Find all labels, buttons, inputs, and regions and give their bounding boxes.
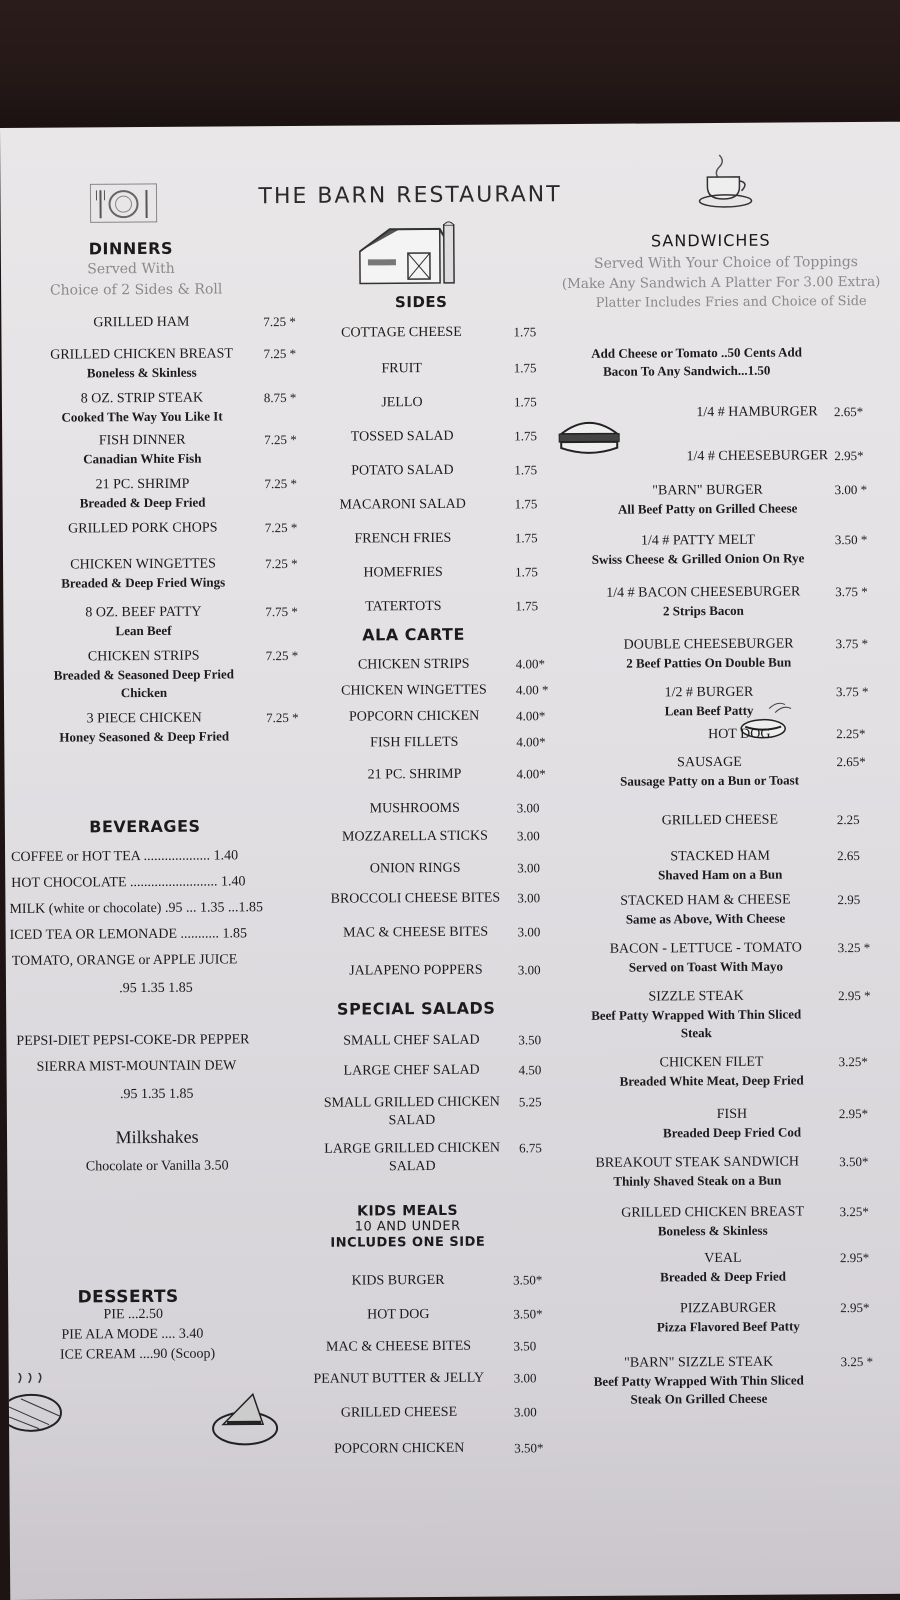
salad-item-name: SMALL GRILLED CHICKEN bbox=[323, 1094, 500, 1111]
sandwich-item-name: BREAKOUT STEAK SANDWICH bbox=[595, 1154, 800, 1171]
side-item-price: 1.75 bbox=[514, 530, 538, 546]
sandwich-item-price: 2.95* bbox=[838, 1105, 869, 1122]
sandwich-item-name: BACON - LETTUCE - TOMATO bbox=[609, 940, 802, 957]
beverage-line: SIERRA MIST-MOUNTAIN DEW bbox=[36, 1058, 237, 1075]
side-item-price: 1.75 bbox=[514, 462, 538, 478]
salad-item-name: LARGE GRILLED CHICKEN bbox=[324, 1140, 501, 1157]
sandwiches-subtitle-2: (Make Any Sandwich A Platter For 3.00 Extra) bbox=[561, 273, 881, 293]
beverage-line: ICED TEA OR LEMONADE ........... 1.85 bbox=[9, 926, 248, 943]
dinner-item-name: 8 OZ. BEEF PATTY bbox=[85, 604, 202, 621]
kids-item-price: 3.50* bbox=[514, 1440, 544, 1456]
dinner-item-price: 7.75 * bbox=[265, 603, 298, 620]
alacarte-item-price: 3.00 bbox=[517, 962, 541, 978]
kids-item-name: KIDS BURGER bbox=[351, 1272, 445, 1289]
coffee-cup-icon bbox=[695, 151, 755, 209]
sandwich-item-note: Beef Patty Wrapped With Thin Sliced bbox=[593, 1372, 804, 1389]
sandwich-item-price: 3.25 * bbox=[837, 939, 871, 956]
sandwich-item-name: "BARN" SIZZLE STEAK bbox=[624, 1354, 774, 1371]
side-item-name: COTTAGE CHEESE bbox=[341, 324, 462, 341]
beverages-heading: BEVERAGES bbox=[89, 816, 201, 837]
dinner-item-price: 7.25 * bbox=[264, 555, 298, 572]
dinners-subtitle-2: Choice of 2 Sides & Roll bbox=[49, 281, 223, 299]
kids-item-price: 3.50* bbox=[513, 1272, 543, 1288]
alacarte-heading: ALA CARTE bbox=[362, 624, 465, 645]
barn-icon bbox=[356, 221, 460, 286]
sandwich-item-price: 3.00 * bbox=[834, 481, 868, 498]
alacarte-item-name: CHICKEN STRIPS bbox=[357, 656, 470, 673]
alacarte-item-price: 4.00* bbox=[515, 656, 546, 672]
sandwich-item-name: GRILLED CHICKEN BREAST bbox=[621, 1204, 805, 1221]
sandwich-item-price: 3.50 * bbox=[834, 531, 868, 548]
sandwich-item-name: STACKED HAM bbox=[670, 848, 770, 865]
kids-item-name: MAC & CHEESE BITES bbox=[325, 1338, 472, 1355]
alacarte-item-name: MOZZARELLA STICKS bbox=[341, 828, 488, 845]
dinner-item-note: Honey Seasoned & Deep Fried bbox=[59, 728, 230, 745]
side-item-name: MACARONI SALAD bbox=[339, 496, 466, 513]
sandwich-item-name: CHICKEN FILET bbox=[659, 1054, 764, 1071]
sandwich-item-price: 2.95 * bbox=[838, 987, 871, 1004]
salad-item-price: 3.50 bbox=[518, 1032, 542, 1048]
sandwich-item-note: Lean Beef Patty bbox=[664, 702, 754, 719]
dinner-item-price: 7.25 * bbox=[266, 709, 299, 726]
sandwich-item-price: 3.75 * bbox=[835, 683, 869, 700]
sandwich-item-note: Shaved Ham on a Bun bbox=[658, 866, 783, 883]
dinner-item-note: Breaded & Seasoned Deep Fried bbox=[53, 666, 235, 683]
kids-item-name: GRILLED CHEESE bbox=[340, 1404, 458, 1421]
salad-item-price: 5.25 bbox=[518, 1094, 542, 1110]
place-setting-icon bbox=[88, 182, 158, 224]
dinner-item-note: Breaded & Deep Fried Wings bbox=[61, 574, 226, 591]
beverage-line: HOT CHOCOLATE ......................... 1.40 bbox=[11, 874, 246, 891]
sandwich-item-name: 1/4 # CHEESEBURGER bbox=[686, 448, 829, 465]
sandwich-item-price: 2.65* bbox=[833, 403, 864, 420]
sandwich-item-note: Beef Patty Wrapped With Thin Sliced bbox=[591, 1006, 802, 1023]
sandwich-item-name: PIZZABURGER bbox=[679, 1300, 777, 1317]
alacarte-item-price: 4.00* bbox=[516, 708, 546, 724]
dinner-item-note: Cooked The Way You Like It bbox=[61, 408, 223, 425]
dinner-item-price: 7.25 * bbox=[264, 475, 298, 492]
sandwich-item-price: 3.25* bbox=[839, 1203, 869, 1220]
sandwich-item-note: Sausage Patty on a Bun or Toast bbox=[620, 772, 800, 789]
addon-line-1: Add Cheese or Tomato ..50 Cents Add bbox=[591, 344, 802, 361]
kids-item-price: 3.00 bbox=[513, 1370, 537, 1386]
dessert-line: ICE CREAM ....90 (Scoop) bbox=[59, 1346, 216, 1363]
milkshakes-heading: Milkshakes bbox=[115, 1126, 199, 1148]
sandwich-item-price: 2.95* bbox=[839, 1249, 870, 1266]
dessert-line: PIE ALA MODE .... 3.40 bbox=[61, 1326, 204, 1343]
alacarte-item-name: MUSHROOMS bbox=[369, 800, 460, 817]
sandwich-item-price: 2.95* bbox=[840, 1299, 870, 1316]
sandwich-item-name: DOUBLE CHEESEBURGER bbox=[623, 636, 794, 653]
dinner-item-name: GRILLED HAM bbox=[93, 314, 190, 331]
sandwich-item-note: Breaded & Deep Fried bbox=[660, 1268, 786, 1285]
kids-item-price: 3.50 bbox=[513, 1338, 537, 1354]
hamburger-icon bbox=[557, 416, 621, 460]
dinner-item-note: Lean Beef bbox=[115, 622, 172, 639]
sandwich-item-name: HOT DOG bbox=[708, 726, 771, 743]
sandwich-item-note: Swiss Cheese & Grilled Onion On Rye bbox=[591, 550, 805, 567]
dinner-item-name: 8 OZ. STRIP STEAK bbox=[80, 390, 204, 407]
sandwich-item-note: All Beef Patty on Grilled Cheese bbox=[617, 500, 798, 517]
sandwich-item-name: 1/4 # PATTY MELT bbox=[640, 532, 755, 549]
sandwich-item-note: Steak bbox=[680, 1025, 712, 1041]
kids-item-price: 3.50* bbox=[513, 1306, 543, 1322]
sandwich-item-name: VEAL bbox=[704, 1250, 742, 1267]
salad-item-price: 4.50 bbox=[518, 1062, 542, 1078]
beverage-line: .95 1.35 1.85 bbox=[119, 1086, 194, 1103]
dinner-item-name: GRILLED CHICKEN BREAST bbox=[50, 346, 234, 363]
side-item-price: 1.75 bbox=[515, 564, 538, 580]
beverage-line: TOMATO, ORANGE or APPLE JUICE bbox=[11, 952, 238, 969]
sandwich-item-note: Served on Toast With Mayo bbox=[628, 958, 783, 975]
dinner-item-price: 8.75 * bbox=[263, 389, 297, 406]
dinner-item-note: Breaded & Deep Fried bbox=[79, 494, 206, 511]
sandwich-item-price: 2.95* bbox=[834, 447, 864, 464]
sandwich-item-note: Breaded Deep Fried Cod bbox=[662, 1124, 802, 1141]
side-item-price: 1.75 bbox=[513, 324, 537, 340]
sandwich-item-name: STACKED HAM & CHEESE bbox=[620, 892, 791, 909]
alacarte-item-price: 3.00 bbox=[517, 890, 541, 906]
side-item-name: TATERTOTS bbox=[365, 598, 442, 615]
dinner-item-name: GRILLED PORK CHOPS bbox=[68, 520, 218, 537]
sandwich-item-price: 2.25 bbox=[836, 812, 860, 828]
sides-heading: SIDES bbox=[394, 292, 448, 312]
dinner-item-note: Chicken bbox=[120, 684, 168, 701]
milkshakes-line: Chocolate or Vanilla 3.50 bbox=[85, 1158, 229, 1175]
sandwich-item-price: 3.75 * bbox=[835, 635, 869, 652]
sandwich-item-note: Thinly Shaved Steak on a Bun bbox=[613, 1172, 782, 1189]
sandwich-item-name: FISH bbox=[716, 1106, 748, 1123]
side-item-name: JELLO bbox=[381, 395, 423, 411]
sandwich-item-name: 1/4 # BACON CHEESEBURGER bbox=[606, 584, 801, 601]
alacarte-item-name: JALAPENO POPPERS bbox=[349, 962, 483, 979]
beverage-line: COFFEE or HOT TEA ................... 1.40 bbox=[11, 848, 239, 865]
kids-item-name: HOT DOG bbox=[367, 1307, 430, 1323]
sandwich-item-note: Same as Above, With Cheese bbox=[625, 910, 786, 927]
sandwiches-subtitle-3: Platter Includes Fries and Choice of Side bbox=[595, 293, 867, 311]
desserts-heading: DESSERTS bbox=[77, 1286, 179, 1308]
alacarte-item-name: MAC & CHEESE BITES bbox=[343, 924, 489, 941]
sandwich-item-price: 2.95 bbox=[837, 892, 861, 908]
sandwich-item-price: 2.65 bbox=[837, 848, 860, 864]
sandwich-item-price: 3.25 * bbox=[840, 1353, 874, 1370]
dinner-item-name: 21 PC. SHRIMP bbox=[95, 476, 190, 493]
kids-subtitle-2: INCLUDES ONE SIDE bbox=[330, 1234, 486, 1251]
beverage-line: MILK (white or chocolate) .95 ... 1.35 ...1.85 bbox=[9, 900, 264, 917]
alacarte-item-name: FISH FILLETS bbox=[370, 734, 459, 751]
addon-line-2: Bacon To Any Sandwich...1.50 bbox=[603, 362, 771, 379]
dinner-item-price: 7.25 * bbox=[263, 345, 297, 362]
alacarte-item-name: ONION RINGS bbox=[369, 860, 461, 877]
salad-item-price: 6.75 bbox=[519, 1140, 542, 1156]
beverage-line: .95 1.35 1.85 bbox=[119, 980, 193, 997]
dinner-item-note: Boneless & Skinless bbox=[86, 364, 197, 381]
alacarte-item-price: 4.00* bbox=[516, 734, 546, 750]
alacarte-item-price: 3.00 bbox=[517, 924, 541, 940]
side-item-price: 1.75 bbox=[514, 428, 537, 444]
sandwich-item-name: "BARN" BURGER bbox=[652, 482, 763, 499]
salad-item-name: LARGE CHEF SALAD bbox=[343, 1062, 480, 1079]
side-item-name: HOMEFRIES bbox=[363, 564, 443, 581]
alacarte-item-name: CHICKEN WINGETTES bbox=[341, 682, 487, 699]
side-item-price: 1.75 bbox=[513, 360, 537, 376]
special-salads-heading: SPECIAL SALADS bbox=[336, 998, 496, 1019]
sandwich-item-name: 1/2 # BURGER bbox=[664, 684, 754, 701]
salad-item-name: SALAD bbox=[388, 1112, 436, 1129]
dinner-item-price: 7.25 * bbox=[265, 647, 299, 664]
side-item-price: 1.75 bbox=[515, 598, 539, 614]
sandwich-item-note: Breaded White Meat, Deep Fried bbox=[619, 1072, 804, 1089]
alacarte-item-price: 4.00 * bbox=[515, 682, 549, 698]
alacarte-item-name: BROCCOLI CHEESE BITES bbox=[330, 890, 501, 907]
kids-item-name: PEANUT BUTTER & JELLY bbox=[313, 1370, 485, 1387]
alacarte-item-price: 3.00 bbox=[517, 860, 540, 876]
alacarte-item-price: 3.00 bbox=[516, 828, 540, 844]
sandwiches-subtitle-1: Served With Your Choice of Toppings bbox=[593, 254, 859, 272]
sandwich-item-name: GRILLED CHEESE bbox=[661, 812, 779, 829]
alacarte-item-name: POPCORN CHICKEN bbox=[348, 708, 480, 725]
dinner-item-price: 7.25 * bbox=[264, 519, 298, 536]
dinner-item-name: FISH DINNER bbox=[98, 432, 186, 449]
dinner-item-note: Canadian White Fish bbox=[83, 450, 202, 467]
menu-page bbox=[0, 122, 900, 1600]
side-item-name: FRENCH FRIES bbox=[354, 530, 452, 547]
salad-item-name: SMALL CHEF SALAD bbox=[343, 1032, 480, 1049]
sandwich-item-note: Steak On Grilled Cheese bbox=[630, 1390, 768, 1407]
sandwiches-heading: SANDWICHES bbox=[650, 230, 771, 251]
pie-icon bbox=[9, 1373, 67, 1437]
kids-subtitle-1: 10 AND UNDER bbox=[354, 1218, 461, 1235]
sandwich-item-price: 3.75 * bbox=[835, 583, 868, 600]
side-item-name: FRUIT bbox=[381, 361, 422, 377]
dinner-item-name: CHICKEN WINGETTES bbox=[70, 556, 216, 573]
sandwich-item-name: SAUSAGE bbox=[677, 754, 742, 771]
sandwich-item-note: 2 Strips Bacon bbox=[662, 602, 744, 619]
dessert-line: PIE ...2.50 bbox=[103, 1306, 164, 1323]
sandwich-item-price: 2.25* bbox=[836, 725, 866, 742]
kids-meals-heading: KIDS MEALS bbox=[357, 1202, 459, 1220]
beverage-line: PEPSI-DIET PEPSI-COKE-DR PEPPER bbox=[16, 1032, 250, 1049]
dinners-heading: DINNERS bbox=[88, 238, 174, 259]
sandwich-item-note: 2 Beef Patties On Double Bun bbox=[626, 654, 792, 671]
sandwich-item-price: 2.65* bbox=[836, 753, 866, 770]
salad-item-name: SALAD bbox=[388, 1158, 436, 1175]
alacarte-item-price: 3.00 bbox=[516, 800, 540, 816]
side-item-price: 1.75 bbox=[514, 496, 538, 512]
sandwich-item-price: 3.50* bbox=[839, 1153, 869, 1170]
kids-item-name: POPCORN CHICKEN bbox=[334, 1440, 465, 1457]
dinner-item-price: 7.25 * bbox=[264, 431, 297, 448]
sandwich-item-name: SIZZLE STEAK bbox=[648, 988, 744, 1005]
alacarte-item-name: 21 PC. SHRIMP bbox=[367, 766, 462, 783]
dinners-subtitle-1: Served With bbox=[87, 260, 175, 278]
kids-item-price: 3.00 bbox=[513, 1404, 537, 1420]
sandwich-item-name: 1/4 # HAMBURGER bbox=[696, 404, 818, 421]
wood-table-background bbox=[0, 0, 900, 135]
alacarte-item-price: 4.00* bbox=[516, 766, 546, 782]
side-item-name: POTATO SALAD bbox=[351, 462, 454, 479]
sandwich-item-price: 3.25* bbox=[838, 1053, 868, 1070]
pie-slice-icon bbox=[209, 1388, 281, 1449]
sandwich-item-note: Pizza Flavored Beef Patty bbox=[656, 1318, 800, 1335]
dinner-item-name: 3 PIECE CHICKEN bbox=[86, 710, 202, 727]
page-title: THE BARN RESTAURANT bbox=[258, 182, 562, 210]
dinner-item-name: CHICKEN STRIPS bbox=[87, 648, 200, 665]
dinner-item-price: 7.25 * bbox=[263, 313, 296, 330]
side-item-price: 1.75 bbox=[513, 394, 537, 410]
side-item-name: TOSSED SALAD bbox=[350, 428, 454, 445]
sandwich-item-note: Boneless & Skinless bbox=[657, 1222, 768, 1239]
